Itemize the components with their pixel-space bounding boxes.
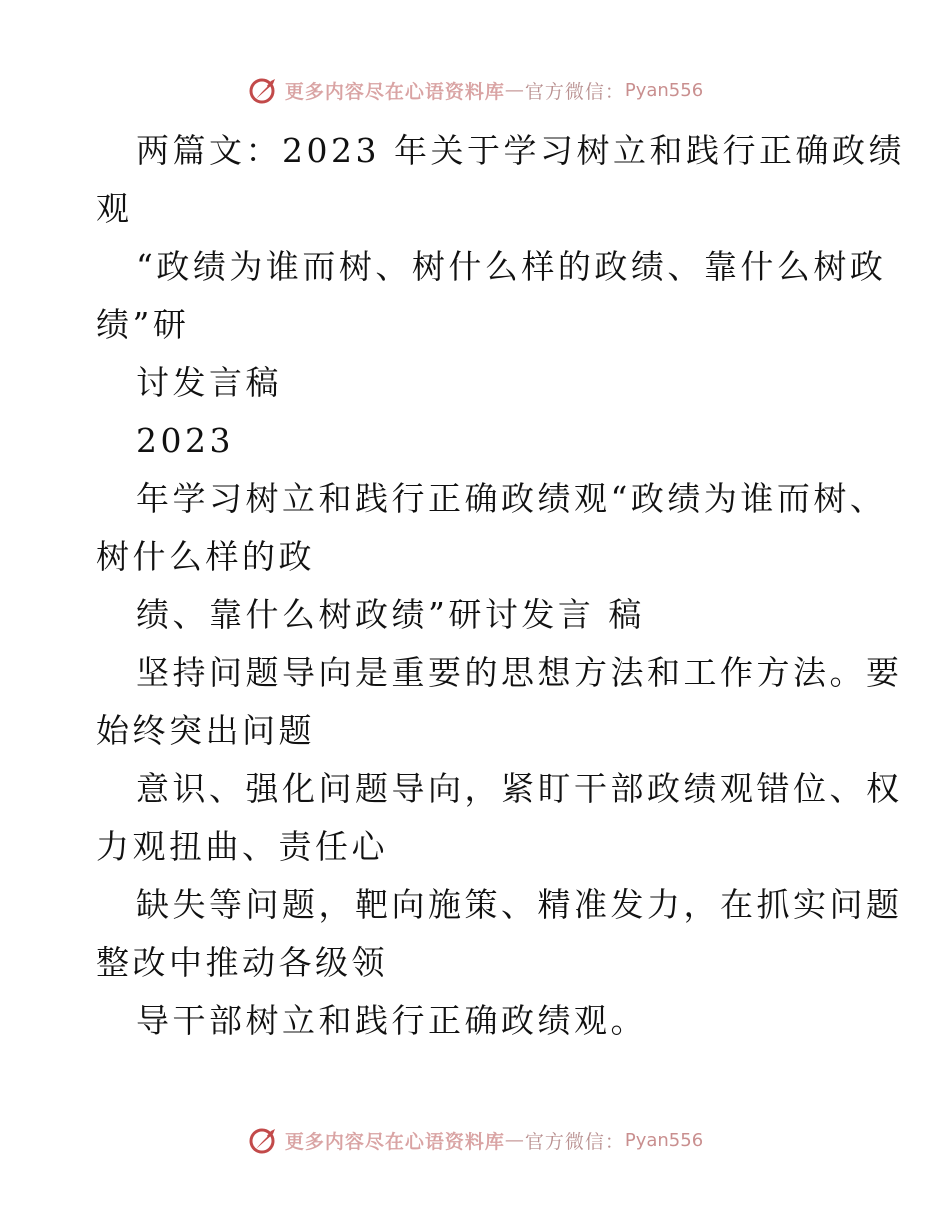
doc-line: 观 (96, 189, 133, 228)
watermark-wechat-id: Pyan556 (624, 79, 704, 101)
doc-line: 导干部树立和践行正确政绩观。 (136, 1001, 647, 1040)
doc-line: 力观扭曲、责任心 (96, 827, 388, 866)
doc-line: 坚持问题导向是重要的思想方法和工作方法。要 (136, 653, 903, 692)
watermark-dash: — (504, 1129, 525, 1151)
doc-line: 缺失等问题，靶向施策、精准发力，在抓实问题 (136, 885, 903, 924)
doc-line: 讨发言稿 (136, 363, 282, 402)
doc-line: “政绩为谁而树、树什么样的政绩、靠什么树政 (136, 247, 887, 286)
doc-line: 两篇文：2023 年关于学习树立和践行正确政绩 (136, 131, 905, 170)
watermark-main-text: 更多内容尽在心语资料库 (284, 80, 505, 103)
doc-line: 树什么样的政 (96, 537, 315, 576)
watermark-wechat-label: 官方微信： (524, 1130, 625, 1153)
watermark-wechat-label: 官方微信： (524, 80, 625, 103)
watermark-main-text: 更多内容尽在心语资料库 (284, 1130, 505, 1153)
doc-line: 始终突出问题 (96, 711, 315, 750)
doc-line: 意识、强化问题导向，紧盯干部政绩观错位、权 (136, 769, 903, 808)
watermark-wechat-id: Pyan556 (624, 1129, 704, 1151)
doc-line: 2023 (136, 421, 234, 460)
document-body (96, 122, 905, 1050)
watermark-dash: — (504, 79, 525, 101)
doc-line: 绩”研 (96, 305, 190, 344)
doc-line: 年学习树立和践行正确政绩观“政绩为谁而树、 (136, 479, 887, 518)
doc-line: 整改中推动各级领 (96, 943, 388, 982)
footer-watermark (0, 1120, 950, 1160)
quill-pen-circle-icon (247, 1123, 281, 1157)
doc-line: 绩、靠什么树政绩”研讨发言 稿 (136, 595, 645, 634)
quill-pen-circle-icon (247, 73, 281, 107)
header-watermark (0, 70, 950, 110)
